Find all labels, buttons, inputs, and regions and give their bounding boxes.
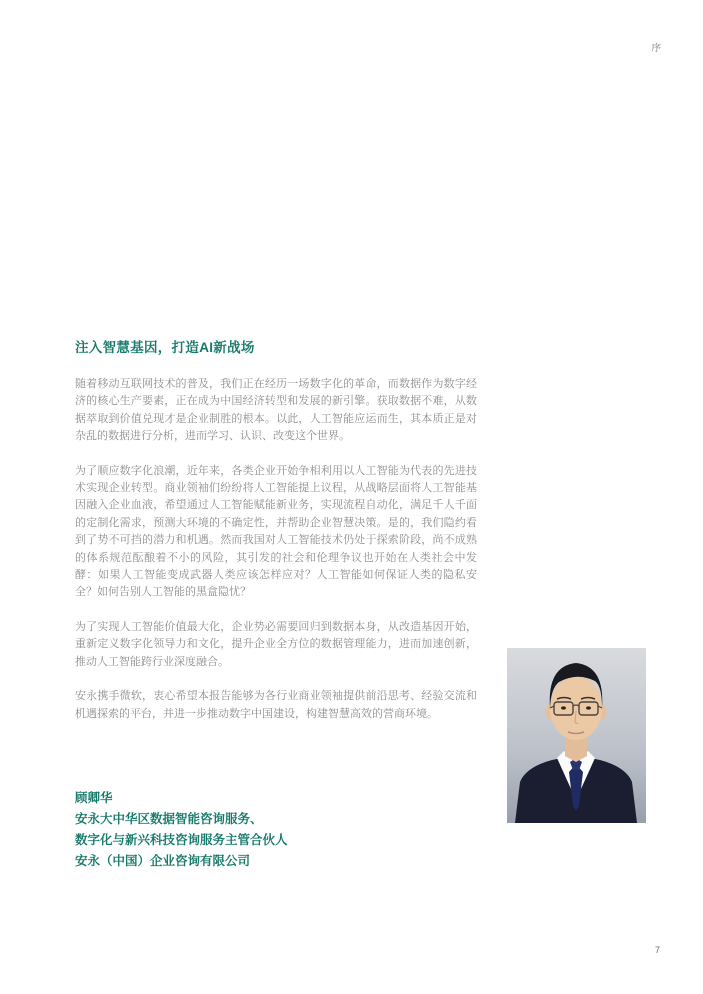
portrait-illustration [507, 648, 646, 823]
article-body [75, 340, 477, 740]
paragraph-4: 安永携手微软，衷心希望本报告能够为各行业商业领袖提供前沿思考、经验交流和机遇探索的平台，并进一步推动数字中国建设，构建智慧高效的营商环境。 [75, 690, 477, 720]
paragraph-2: 为了顺应数字化浪潮，近年来，各类企业开始争相利用以人工智能为代表的先进技术实现企业转型。商业领袖们纷纷将人工智能提上议程，从战略层面将人工智能基因融入企业血液，希望通过人工智能赋能新业务，实现流程自动化，满足千人千面的定制化需求，预测大环境的不确定性，并帮助企业智慧决策。是的，我们隐约看到了势不可挡的潜力和机遇。然而我国对人工智能技术仍处于探索阶段，尚不成熟的体系规范酝酿着不小的风险，其引发的社会和伦理争议也开始在人类社会中发酵：如果人工智能变成武器人类应该怎样应对？人工智能如何保证人类的隐私安全？如何告别人工智能的黑盒隐忧？ [75, 464, 477, 599]
author-name: 顾卿华 [75, 791, 113, 805]
author-title-line2: 数字化与新兴科技咨询服务主管合伙人 [75, 833, 288, 847]
author-portrait-photo [507, 648, 646, 823]
section-label: 序 [651, 43, 661, 54]
author-title-line1: 安永大中华区数据智能咨询服务、 [75, 812, 263, 826]
paragraph-3: 为了实现人工智能价值最大化，企业势必需要回归到数据本身，从改造基因开始，重新定义数字化领导力和文化，提升企业全方位的数据管理能力，进而加速创新，推动人工智能跨行业深度融合。 [75, 620, 477, 668]
article-title: 注入智慧基因，打造AI新战场 [75, 340, 255, 355]
page-number: 7 [654, 945, 660, 955]
author-signature [75, 788, 288, 872]
author-company: 安永（中国）企业咨询有限公司 [75, 854, 251, 868]
paragraph-1: 随着移动互联网技术的普及，我们正在经历一场数字化的革命，而数据作为数字经济的核心生产要素，正在成为中国经济转型和发展的新引擎。获取数据不难，从数据萃取到价值兑现才是企业制胜的根本。以此，人工智能应运而生，其本质正是对杂乱的数据进行分析，进而学习、认识、改变这个世界。 [75, 378, 477, 443]
